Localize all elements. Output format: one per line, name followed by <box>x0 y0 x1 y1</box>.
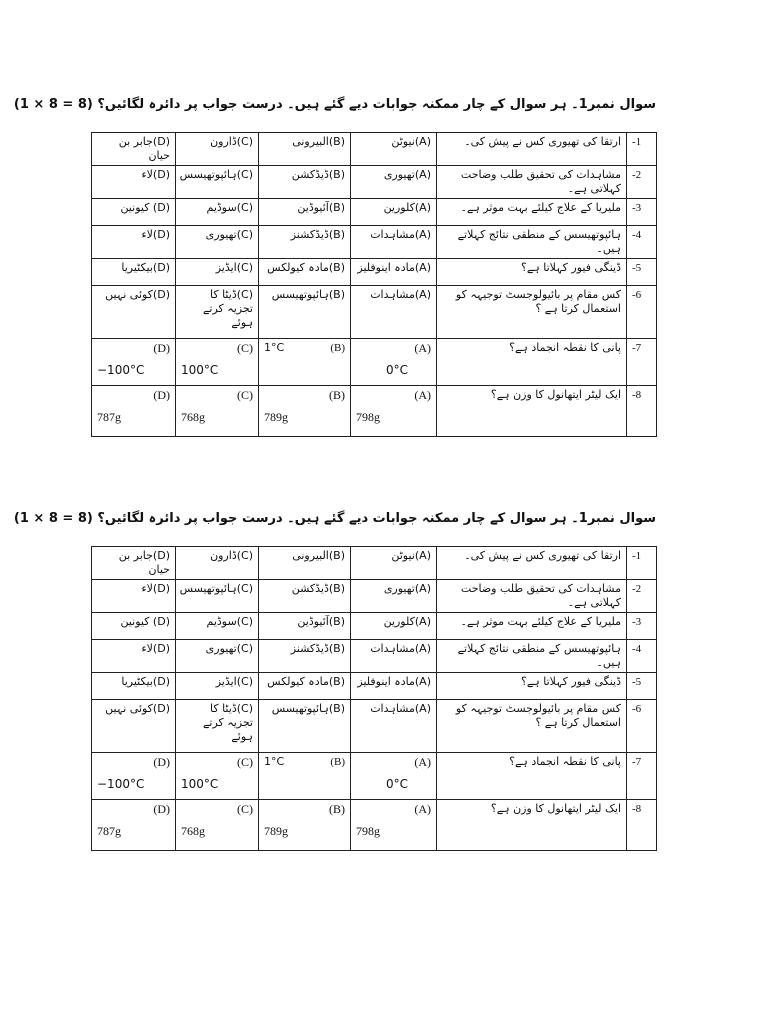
option-d[interactable]: (D)بیکٹیریا <box>92 673 176 700</box>
option-value: 787g <box>97 824 121 838</box>
option-a[interactable]: (A)مشاہدات <box>351 640 437 673</box>
option-label: (A) <box>414 755 431 769</box>
option-c[interactable]: (C)ڈیٹا کا تجزیہ کرتے ہوئے <box>176 286 259 339</box>
option-d[interactable]: (D)لاء <box>92 640 176 673</box>
option-b[interactable]: (B)ڈیڈکشن <box>259 580 351 613</box>
option-label: (A) <box>414 388 431 402</box>
table-row <box>92 640 657 673</box>
option-a[interactable]: (A)کلورین <box>351 199 437 226</box>
option-d[interactable]: (D) کیونین <box>92 199 176 226</box>
option-value: 0°C <box>386 777 409 791</box>
option-value: 768g <box>181 824 205 838</box>
option-value: 1°C <box>264 341 285 354</box>
question-number: -2 <box>627 166 657 199</box>
question-text: ایک لیٹر ایتھانول کا وزن ہے؟ <box>437 800 627 851</box>
question-text: ہائپوتھیسس کے منطقی نتائج کہلاتے ہیں۔ <box>437 640 627 673</box>
question-number: -4 <box>627 640 657 673</box>
option-b[interactable]: (B)البیرونی <box>259 133 351 166</box>
option-a[interactable]: (A)مشاہدات <box>351 226 437 259</box>
table-row <box>92 800 657 851</box>
option-d[interactable] <box>92 386 176 437</box>
option-d[interactable]: (D)لاء <box>92 166 176 199</box>
title-formula: (1 × 8 = 8) <box>13 97 93 112</box>
table-row <box>92 700 657 753</box>
option-value: 100°C <box>181 777 219 791</box>
option-label: (A) <box>414 341 431 355</box>
option-b[interactable] <box>259 386 351 437</box>
option-b[interactable]: (B)البیرونی <box>259 547 351 580</box>
option-value: −100°C <box>97 363 145 377</box>
option-d[interactable] <box>92 339 176 386</box>
option-label: (C) <box>237 755 253 769</box>
question-text: ملیریا کے علاج کیلئے بہت موثر ہے۔ <box>437 613 627 640</box>
option-value: 789g <box>264 824 288 838</box>
option-b[interactable]: (B)ڈیڈکشنز <box>259 640 351 673</box>
option-a[interactable]: (A)مشاہدات <box>351 700 437 753</box>
question-number: -3 <box>627 613 657 640</box>
option-value: 789g <box>264 410 288 424</box>
option-b[interactable] <box>259 800 351 851</box>
question-text: ملیریا کے علاج کیلئے بہت موثر ہے۔ <box>437 199 627 226</box>
option-a[interactable]: (A)نیوٹن <box>351 133 437 166</box>
option-inline <box>264 755 345 769</box>
question-text: کس مقام پر بائیولوجسٹ توجیہہ کو استعمال کرتا ہے ؟ <box>437 700 627 753</box>
question-number: -6 <box>627 700 657 753</box>
option-a[interactable]: (A)تھیوری <box>351 580 437 613</box>
question-block-2 <box>13 507 656 851</box>
option-d[interactable]: (D)کوئی نہیں <box>92 700 176 753</box>
question-number: -1 <box>627 133 657 166</box>
option-a[interactable] <box>351 800 437 851</box>
option-c[interactable] <box>176 386 259 437</box>
option-d[interactable] <box>92 800 176 851</box>
option-b[interactable] <box>259 339 351 386</box>
option-value: 100°C <box>181 363 219 377</box>
option-label: (B) <box>329 388 345 402</box>
option-value: 787g <box>97 410 121 424</box>
option-c[interactable] <box>176 339 259 386</box>
question-text: پانی کا نقطہ انجماد ہے؟ <box>437 753 627 800</box>
question-number: -5 <box>627 673 657 700</box>
title-text: سوال نمبر1۔ ہر سوال کے چار ممکنہ جوابات دیے گئے ہیں۔ درست جواب پر دائرہ لگائیں؟ <box>97 511 656 526</box>
option-value: 1°C <box>264 755 285 768</box>
option-label: (D) <box>153 755 170 769</box>
option-label: (B) <box>330 756 345 768</box>
table-row <box>92 386 657 437</box>
option-label: (B) <box>330 342 345 354</box>
question-number: -3 <box>627 199 657 226</box>
question-number: -8 <box>627 386 657 437</box>
table-row <box>92 580 657 613</box>
question-text: ارتقا کی تھیوری کس نے پیش کی۔ <box>437 547 627 580</box>
option-c[interactable] <box>176 753 259 800</box>
option-value: 798g <box>356 824 380 838</box>
title-formula: (1 × 8 = 8) <box>13 511 93 526</box>
option-c[interactable]: (C)ہائپوتھیسس <box>176 580 259 613</box>
question-number: -2 <box>627 580 657 613</box>
option-value: 768g <box>181 410 205 424</box>
option-b[interactable]: (B)مادہ کیولکس <box>259 673 351 700</box>
table-row <box>92 199 657 226</box>
option-a[interactable]: (A)کلورین <box>351 613 437 640</box>
option-a[interactable]: (A)مشاہدات <box>351 286 437 339</box>
table-row <box>92 613 657 640</box>
option-d[interactable]: (D) کیونین <box>92 613 176 640</box>
question-number: -7 <box>627 339 657 386</box>
option-a[interactable]: (A)مادہ اینوفلیز <box>351 673 437 700</box>
option-a[interactable]: (A)تھیوری <box>351 166 437 199</box>
question-text: پانی کا نقطہ انجماد ہے؟ <box>437 339 627 386</box>
table-row <box>92 673 657 700</box>
option-label: (C) <box>237 341 253 355</box>
option-d[interactable] <box>92 753 176 800</box>
option-label: (C) <box>237 388 253 402</box>
option-label: (A) <box>414 802 431 816</box>
block-title <box>13 93 656 117</box>
table-row <box>92 166 657 199</box>
option-inline <box>264 341 345 355</box>
table-row <box>92 339 657 386</box>
table-row <box>92 286 657 339</box>
question-number: -8 <box>627 800 657 851</box>
question-text: ڈینگی فیور کہلاتا ہے؟ <box>437 673 627 700</box>
option-label: (D) <box>153 388 170 402</box>
option-a[interactable] <box>351 339 437 386</box>
option-a[interactable]: (A)مادہ اینوفلیز <box>351 259 437 286</box>
option-c[interactable]: (C)ڈیٹا کا تجزیہ کرتے ہوئے <box>176 700 259 753</box>
option-b[interactable] <box>259 753 351 800</box>
option-b[interactable]: (B)ڈیڈکشنز <box>259 226 351 259</box>
option-label: (C) <box>237 802 253 816</box>
question-number: -4 <box>627 226 657 259</box>
option-label: (D) <box>153 802 170 816</box>
question-block-1 <box>13 93 656 437</box>
question-text: مشاہدات کی تحقیق طلب وضاحت کہلاتی ہے۔ <box>437 166 627 199</box>
option-value: 0°C <box>386 363 409 377</box>
option-c[interactable]: (C)ڈارون <box>176 547 259 580</box>
table-row <box>92 226 657 259</box>
question-text: ارتقا کی تھیوری کس نے پیش کی۔ <box>437 133 627 166</box>
option-c[interactable]: (C)تھیوری <box>176 226 259 259</box>
option-d[interactable]: (D)لاء <box>92 226 176 259</box>
option-c[interactable]: (C)ایڈیز <box>176 259 259 286</box>
title-text: سوال نمبر1۔ ہر سوال کے چار ممکنہ جوابات دیے گئے ہیں۔ درست جواب پر دائرہ لگائیں؟ <box>97 97 656 112</box>
option-d[interactable]: (D)جابر بن حیان <box>92 547 176 580</box>
question-number: -1 <box>627 547 657 580</box>
option-label: (B) <box>329 802 345 816</box>
option-a[interactable] <box>351 753 437 800</box>
question-text: ہائپوتھیسس کے منطقی نتائج کہلاتے ہیں۔ <box>437 226 627 259</box>
table-row <box>92 259 657 286</box>
question-number: -5 <box>627 259 657 286</box>
option-c[interactable]: (C)سوڈیم <box>176 199 259 226</box>
option-a[interactable]: (A)نیوٹن <box>351 547 437 580</box>
table-row <box>92 133 657 166</box>
mcq-table <box>91 132 657 437</box>
question-number: -6 <box>627 286 657 339</box>
question-text: کس مقام پر بائیولوجسٹ توجیہہ کو استعمال کرتا ہے ؟ <box>437 286 627 339</box>
question-text: ڈینگی فیور کہلاتا ہے؟ <box>437 259 627 286</box>
option-c[interactable]: (C)سوڈیم <box>176 613 259 640</box>
option-value: 798g <box>356 410 380 424</box>
option-c[interactable]: (C)ہائپوتھیسس <box>176 166 259 199</box>
option-b[interactable]: (B)مادہ کیولکس <box>259 259 351 286</box>
mcq-table <box>91 546 657 851</box>
option-c[interactable]: (C)تھیوری <box>176 640 259 673</box>
option-b[interactable]: (B)آئیوڈین <box>259 199 351 226</box>
option-b[interactable]: (B)ڈیڈکشن <box>259 166 351 199</box>
option-c[interactable]: (C)ڈارون <box>176 133 259 166</box>
option-value: −100°C <box>97 777 145 791</box>
option-b[interactable]: (B)آئیوڈین <box>259 613 351 640</box>
question-text: ایک لیٹر ایتھانول کا وزن ہے؟ <box>437 386 627 437</box>
option-a[interactable] <box>351 386 437 437</box>
table-row <box>92 547 657 580</box>
table-row <box>92 753 657 800</box>
option-b[interactable]: (B)ہائپوتھیسس <box>259 700 351 753</box>
block-title <box>13 507 656 531</box>
question-text: مشاہدات کی تحقیق طلب وضاحت کہلاتی ہے۔ <box>437 580 627 613</box>
option-d[interactable]: (D)بیکٹیریا <box>92 259 176 286</box>
question-number: -7 <box>627 753 657 800</box>
option-d[interactable]: (D)لاء <box>92 580 176 613</box>
option-c[interactable]: (C)ایڈیز <box>176 673 259 700</box>
option-label: (D) <box>153 341 170 355</box>
option-b[interactable]: (B)ہائپوتھیسس <box>259 286 351 339</box>
option-d[interactable]: (D)جابر بن حیان <box>92 133 176 166</box>
option-d[interactable]: (D)کوئی نہیں <box>92 286 176 339</box>
option-c[interactable] <box>176 800 259 851</box>
